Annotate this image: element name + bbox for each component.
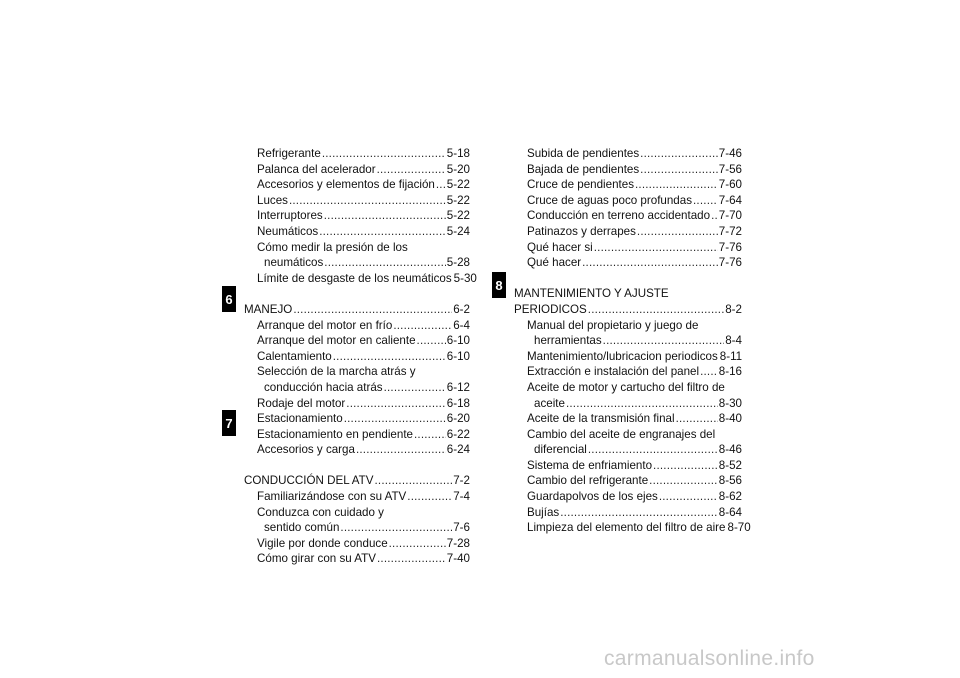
toc-entry[interactable]: Rodaje del motor ..... 6-18 — [244, 396, 470, 412]
toc-entry[interactable]: Interruptores ..... 5-22 — [244, 208, 470, 224]
toc-entry[interactable]: Cambio del aceite de engranajes del diferencial ..... 8-46 — [514, 427, 742, 458]
toc-entry[interactable]: Aceite de la transmisión final ..... 8-40 — [514, 411, 742, 427]
toc-entry[interactable]: Bujías ..... 8-64 — [514, 505, 742, 521]
toc-section-heading[interactable]: MANTENIMIENTO Y AJUSTE PERIODICOS ..... 8-2 — [514, 286, 742, 317]
toc-entry[interactable]: Palanca del acelerador ..... 5-20 — [244, 162, 470, 178]
toc-entry[interactable]: Cómo medir la presión de los neumáticos ..... 5-28 — [244, 240, 470, 271]
toc-entry[interactable]: Estacionamiento ..... 6-20 — [244, 411, 470, 427]
toc-entry[interactable]: Arranque del motor en frío ..... 6-4 — [244, 318, 470, 334]
chapter-tab-8: 8 — [492, 272, 506, 298]
toc-entry[interactable]: Familiarizándose con su ATV ..... 7-4 — [244, 489, 470, 505]
toc-entry[interactable]: Conduzca con cuidado y sentido común ..... 7-6 — [244, 505, 470, 536]
toc-entry[interactable]: Bajada de pendientes ..... 7-56 — [514, 162, 742, 178]
toc-entry[interactable]: Qué hacer ..... 7-76 — [514, 255, 742, 271]
toc-column-right — [514, 146, 751, 536]
toc-entry[interactable]: Calentamiento ..... 6-10 — [244, 349, 470, 365]
toc-entry[interactable]: Limpieza del elemento del filtro de aire 8-70 — [527, 521, 751, 535]
watermark: carmanualsonline.info — [604, 647, 815, 670]
toc-entry[interactable]: Mantenimiento/lubricacion periodicos 8-11 — [527, 349, 743, 363]
toc-entry[interactable]: Luces ..... 5-22 — [244, 193, 470, 209]
toc-entry[interactable]: Límite de desgaste de los neumáticos 5-30 — [257, 271, 477, 285]
chapter-tab-7: 7 — [222, 410, 236, 436]
toc-entry[interactable]: Guardapolvos de los ejes ..... 8-62 — [514, 489, 742, 505]
toc-entry[interactable]: Cómo girar con su ATV ..... 7-40 — [244, 551, 470, 567]
toc-entry[interactable]: Refrigerante ..... 5-18 — [244, 146, 470, 162]
toc-entry[interactable]: Extracción e instalación del panel ..... 8-16 — [514, 364, 742, 380]
toc-section-heading[interactable]: CONDUCCIÓN DEL ATV ..... 7-2 — [244, 473, 470, 489]
chapter-tab-6: 6 — [222, 286, 236, 312]
toc-entry[interactable]: Patinazos y derrapes ..... 7-72 — [514, 224, 742, 240]
toc-section-heading[interactable]: MANEJO ..... 6-2 — [244, 302, 470, 318]
toc-entry[interactable]: Subida de pendientes ..... 7-46 — [514, 146, 742, 162]
toc-entry[interactable]: Estacionamiento en pendiente ..... 6-22 — [244, 427, 470, 443]
toc-entry[interactable]: Selección de la marcha atrás y conducción hacia atrás ..... 6-12 — [244, 364, 470, 395]
toc-entry[interactable]: Accesorios y carga ..... 6-24 — [244, 442, 470, 458]
toc-entry[interactable]: Cruce de aguas poco profundas ..... 7-64 — [514, 193, 742, 209]
toc-entry[interactable]: Cambio del refrigerante ..... 8-56 — [514, 473, 742, 489]
toc-entry[interactable]: Neumáticos ..... 5-24 — [244, 224, 470, 240]
toc-entry[interactable]: Conducción en terreno accidentado ..... 7-70 — [514, 208, 742, 224]
toc-column-left — [244, 146, 477, 567]
toc-entry[interactable]: Manual del propietario y juego de herramientas ..... 8-4 — [514, 318, 742, 349]
toc-entry[interactable]: Accesorios y elementos de fijación ..... 5-22 — [244, 177, 470, 193]
toc-entry[interactable]: Vigile por donde conduce ..... 7-28 — [244, 536, 470, 552]
toc-entry[interactable]: Arranque del motor en caliente ..... 6-10 — [244, 333, 470, 349]
toc-entry[interactable]: Qué hacer si ..... 7-76 — [514, 240, 742, 256]
toc-entry[interactable]: Aceite de motor y cartucho del filtro de aceite ..... 8-30 — [514, 380, 742, 411]
toc-entry[interactable]: Sistema de enfriamiento ..... 8-52 — [514, 458, 742, 474]
toc-entry[interactable]: Cruce de pendientes ..... 7-60 — [514, 177, 742, 193]
